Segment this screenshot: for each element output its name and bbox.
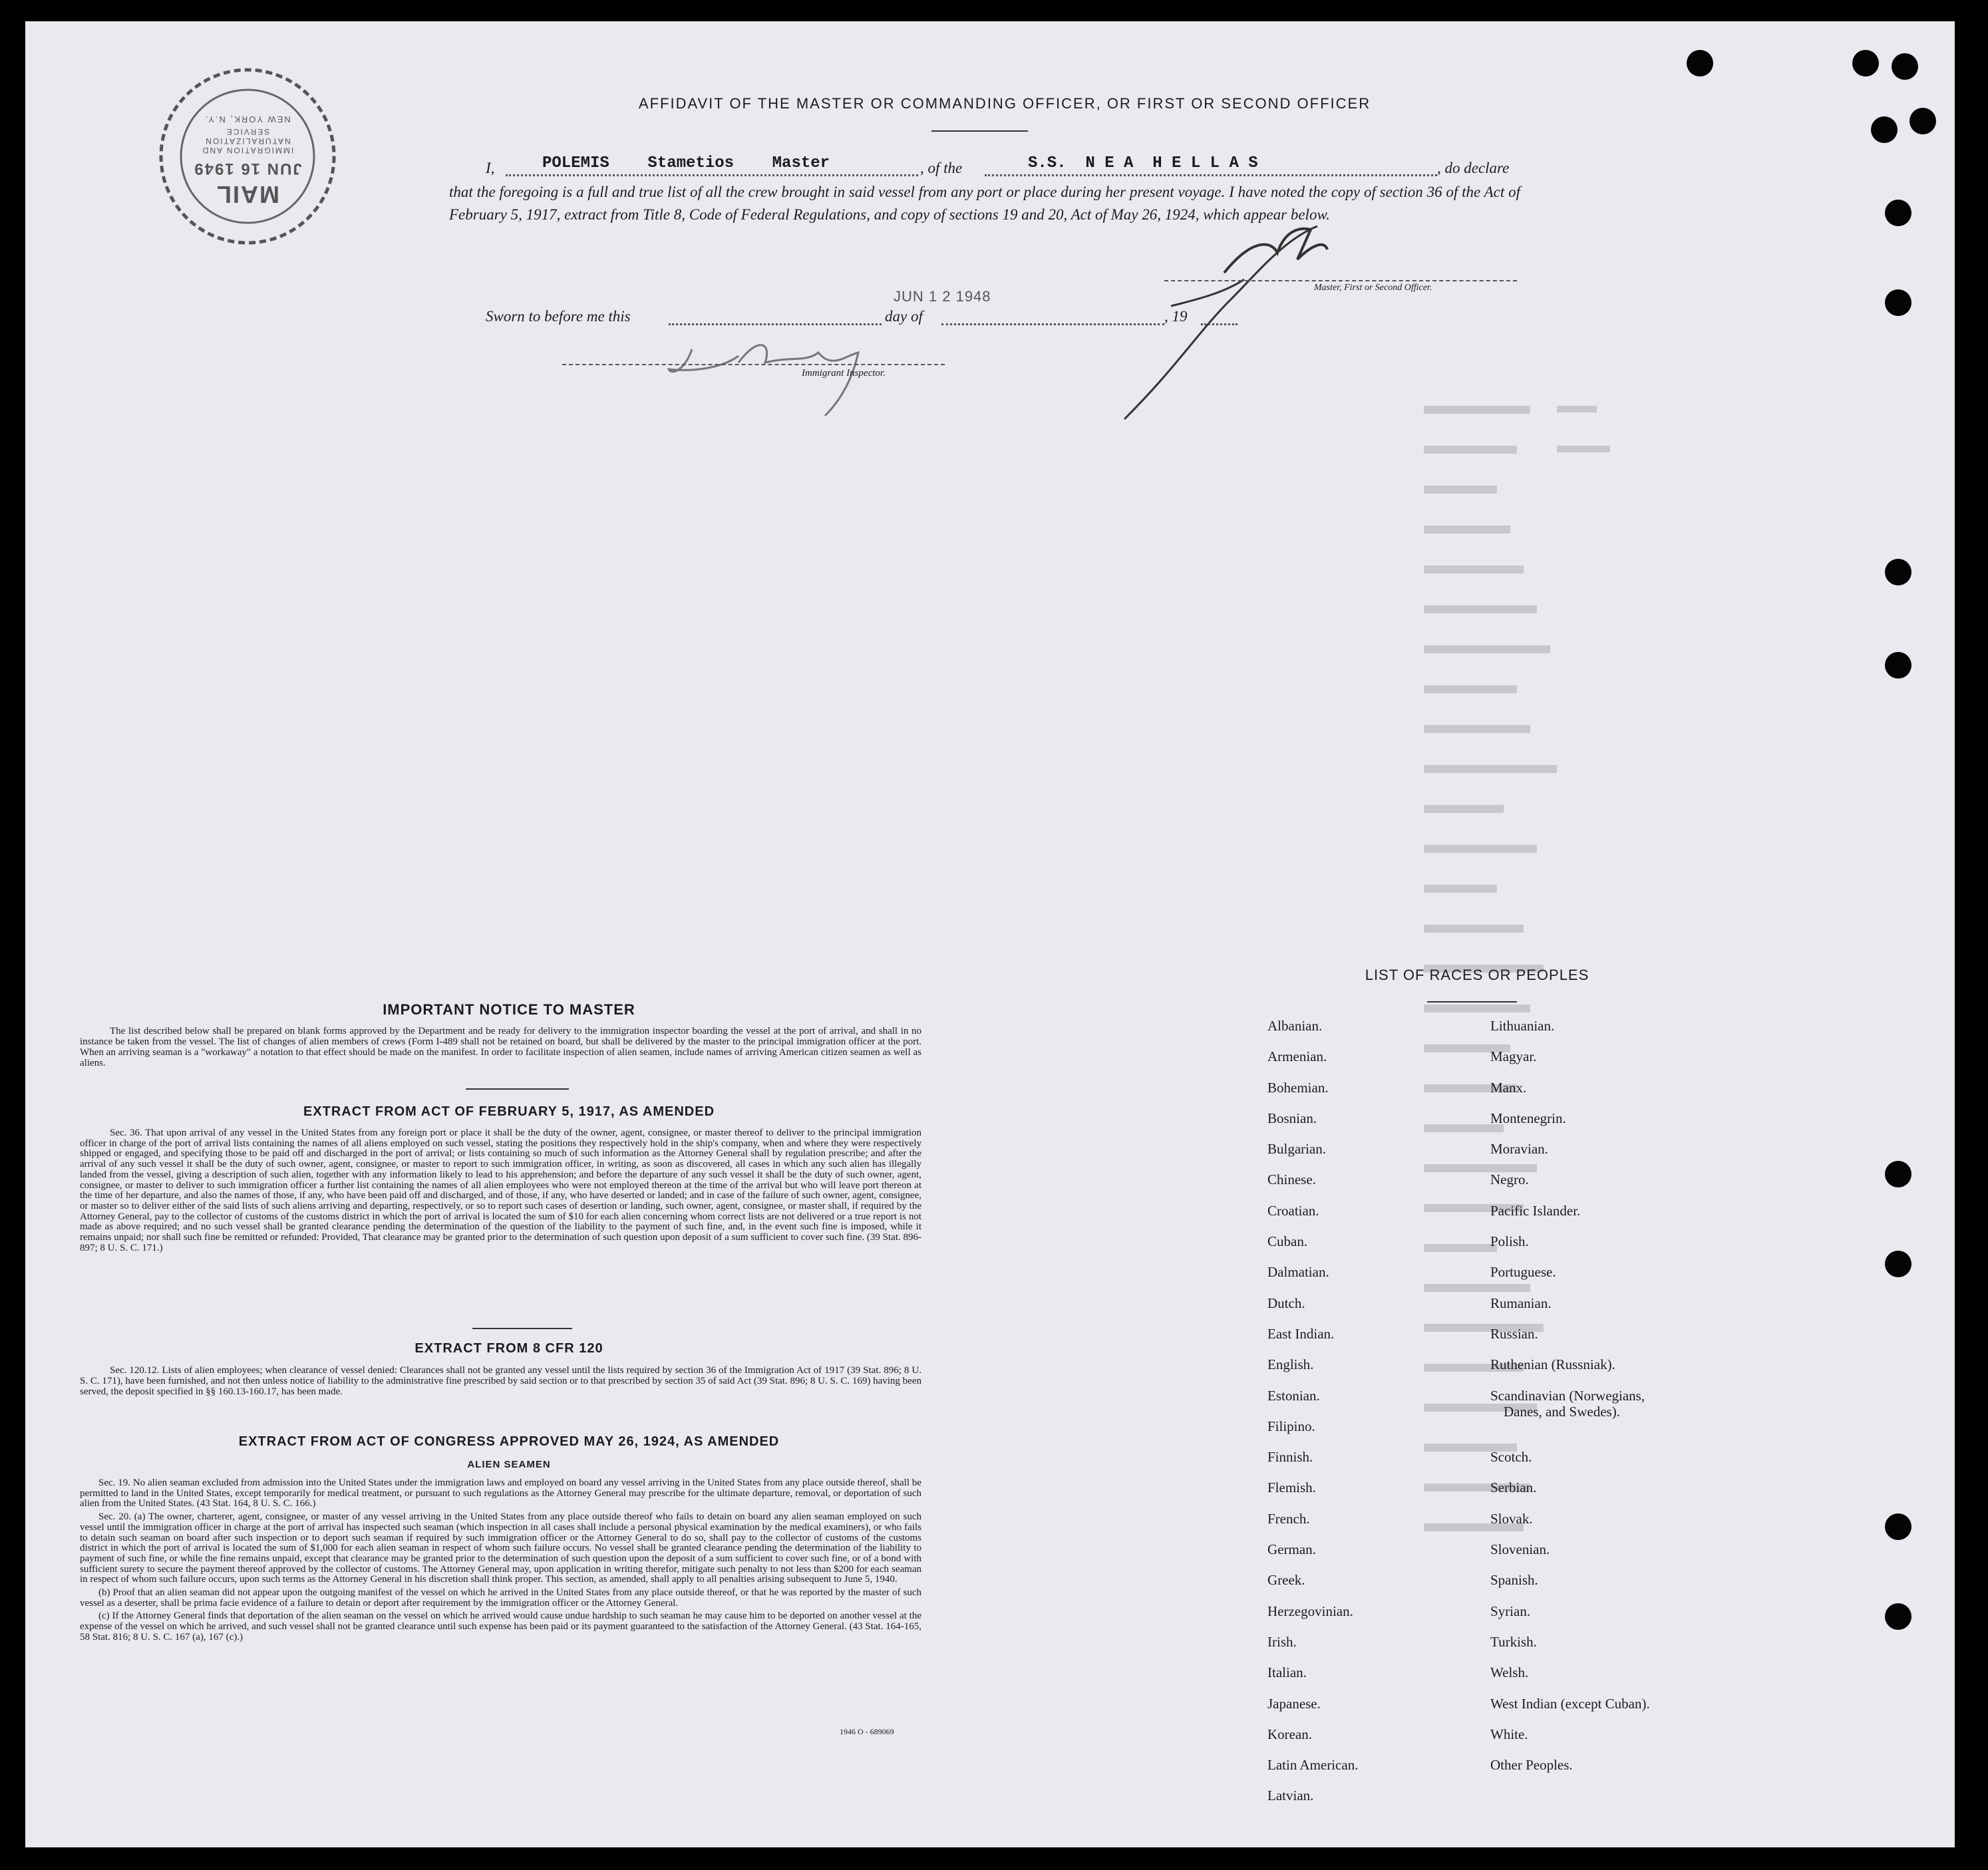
race-item: Danes, and Swedes). [1504, 1403, 1620, 1420]
declare-i: I, [486, 160, 495, 176]
stamp-office: IMMIGRATION AND NATURALIZATION SERVICE [201, 127, 294, 155]
year-blank [1201, 323, 1238, 325]
punch-hole [1871, 116, 1898, 143]
affidavit-body: that the foregoing is a full and true list of all the crew brought in said vessel from any port or place during her present voyage. I have noted the copy of section 36 of the Act of February 5, 1917, extract from Title 8, Code of Federal Regulations, and copy of sections 19 and 20, Act of May 26, 1924, which appear below. [449, 184, 1520, 223]
punch-hole [1909, 108, 1936, 134]
race-item: Estonian. [1267, 1387, 1320, 1404]
race-item: Magyar. [1490, 1048, 1537, 1065]
master-label: Master, First or Second Officer. [1314, 283, 1432, 293]
race-item: Scandinavian (Norwegians, [1490, 1387, 1645, 1404]
punch-hole [1885, 559, 1911, 585]
race-item: Welsh. [1490, 1664, 1529, 1681]
races-column-2 [1490, 1018, 1770, 1788]
section-19: Sec. 19. No alien seaman excluded from admission into the United States under the immigration laws and employed on board any vessel arriving in the United States from any place outside thereof, shall be permitted to land in the United States, except temporarily for medical treatment, or pursuant to such regulations as the Attorney General may prescribe for the ultimate departure, removal, or deportation of such alien from the United States. (43 Stat. 164, 8 U. S. C. 166.) [80, 1478, 921, 1509]
vessel-blank [985, 174, 1437, 176]
race-item: Bosnian. [1267, 1110, 1317, 1126]
race-item: Other Peoples. [1490, 1757, 1573, 1774]
races-rule [1427, 1001, 1517, 1003]
races-title: LIST OF RACES OR PEOPLES [1365, 967, 1589, 983]
race-item: Polish. [1490, 1233, 1529, 1250]
extract-1917-text: Sec. 36. That upon arrival of any vessel in the United States from any foreign port or place it shall be the duty of the owner, agent, consignee, or master thereof to deliver to the principal immigration officer in charge of the port of arrival lists containing the names of all aliens employed on such vessel, stating the positions they respectively hold in the ship's company, when and where they were respectively shipped or engaged, and specifying those to be paid off and discharged in the port of arrival; or lists containing so much of such information as the Attorney General shall by regulation prescribe; and after the arrival of any such vessel it shall be the duty of such owner, agent, consignee, or master to report to such immigration officer, in writing, as soon as discovered, all cases in which any such alien has illegally landed from the vessel, giving a description of such alien, together with any information likely to lead to his apprehension; and before the departure of any such vessel it shall be the duty of such owner, agent, consignee, or master to deliver to such immigration officer a further list containing the names of all alien employees who were not employed thereon at the time of the arrival but who will leave port thereon at the time of her departure, and also the names of those, if any, who have been paid off and discharged, and of those, if any, who have deserted or landed; and in case of the failure of such owner, agent, consignee, or master so to deliver either of the said lists of such aliens arriving and departing, respectively, or so to report such cases of desertion or landing, such owner, agent, consignee, or master shall, if required by the Attorney General, pay to the collector of customs of the customs district in which the port of arrival is located the sum of $10 for each alien concerning whom correct lists are not delivered or a true report is not made as above required; and no such vessel shall be granted clearance pending the determination of the question of the liability to the payment of such fine, and, in the event such fine is imposed, while it remains unpaid; nor shall such fine be remitted or refunded: Provided, That clearance may be granted prior to the determination of such question upon deposit of a sum sufficient to cover such fine. (39 Stat. 896-897; 8 U. S. C. 171.) [80, 1128, 921, 1253]
affidavit-title: AFFIDAVIT OF THE MASTER OR COMMANDING OFFICER, OR FIRST OR SECOND OFFICER [638, 95, 1371, 112]
notice-text: The list described below shall be prepared on blank forms approved by the Department and be ready for delivery to the immigration inspector boarding the vessel at the port of arrival, and shall in no instance be taken from the vessel. The list of changes of alien members of crews (Form I-489 shall not be retained on board, but shall be delivered by the master to the principal immigration officer at the port. When an arriving seaman is a "workaway" a notation to that effect should be made on the manifest. In order to facilitate inspection of alien seamen, include names of arriving American citizen seamen as well as aliens. [80, 1026, 921, 1068]
race-item: Negro. [1490, 1171, 1529, 1188]
extract-cfr-title: EXTRACT FROM 8 CFR 120 [414, 1341, 603, 1356]
race-item: Scotch. [1490, 1449, 1532, 1466]
punch-hole [1687, 50, 1713, 77]
race-item: Pacific Islander. [1490, 1202, 1581, 1219]
race-item: Herzegovinian. [1267, 1603, 1353, 1619]
declarant-name: POLEMIS Stametios Master [542, 154, 830, 172]
race-item: German. [1267, 1541, 1316, 1558]
race-item: White. [1490, 1726, 1528, 1742]
race-item: Serbian. [1490, 1480, 1537, 1496]
stamp-city: NEW YORK, N.Y. [204, 114, 291, 124]
race-item: Finnish. [1267, 1449, 1313, 1466]
inspector-sig-line [562, 364, 945, 365]
race-item: French. [1267, 1510, 1310, 1527]
vessel-name: S.S. N E A H E L L A S [1028, 154, 1258, 172]
day-of-label: day of [885, 308, 923, 325]
race-item: East Indian. [1267, 1325, 1335, 1342]
stamp-mail: MAIL [216, 181, 279, 208]
of-the-label: , of the [920, 160, 963, 176]
print-code: 1946 O - 689069 [840, 1727, 894, 1736]
notice-rule [466, 1088, 569, 1090]
date-stamp: JUN 1 2 1948 [894, 288, 991, 305]
extract-1917-rule [472, 1328, 572, 1329]
stamp-date: JUN 16 1949 [193, 160, 302, 178]
race-item: Irish. [1267, 1633, 1297, 1650]
race-item: Dutch. [1267, 1295, 1305, 1311]
punch-hole [1892, 53, 1918, 80]
punch-hole [1885, 1513, 1911, 1540]
master-sig-line [1164, 280, 1517, 281]
race-item: Turkish. [1490, 1633, 1537, 1650]
race-item: Flemish. [1267, 1480, 1316, 1496]
race-item: Chinese. [1267, 1171, 1316, 1188]
race-item: English. [1267, 1356, 1314, 1373]
race-item: Greek. [1267, 1572, 1305, 1589]
punch-hole [1885, 1603, 1911, 1630]
race-item: Portuguese. [1490, 1264, 1556, 1281]
race-item: Montenegrin. [1490, 1110, 1566, 1126]
race-item: Albanian. [1267, 1018, 1323, 1034]
section-20c: (c) If the Attorney General finds that deportation of the alien seaman on the vessel on which he arrived would cause undue hardship to such seaman he may cause him to be deported on another vessel at the expense of the vessel on which he arrived, and such vessel shall not be granted clearance until such expense has been paid or its payment guaranteed to the satisfaction of the Attorney General. (43 Stat. 164-165, 58 Stat. 816; 8 U. S. C. 167 (a), 167 (c).) [80, 1611, 921, 1642]
title-rule [931, 130, 1028, 132]
punch-hole [1885, 1251, 1911, 1277]
race-item: Lithuanian. [1490, 1018, 1555, 1034]
inspector-label: Immigrant Inspector. [802, 368, 886, 379]
race-item: Slovenian. [1490, 1541, 1550, 1558]
year-label: , 19 [1164, 308, 1188, 325]
races-column-1 [1267, 1018, 1467, 1819]
day-blank [941, 323, 1164, 325]
extract-1924-text [80, 1478, 921, 1646]
race-item: West Indian (except Cuban). [1490, 1695, 1650, 1712]
extract-cfr-text: Sec. 120.12. Lists of alien employees; when clearance of vessel denied: Clearances shall not be granted any vessel until the lists required by section 36 of the Immigration Act of 1917 (39 Stat. 896; 8 U. S. C. 171), have been furnished, and not then unless notice of liability to the administrative fine prescribed by said section or to that prescribed by section 35 of said Act (39 Stat. 896; 8 U. S. C. 169) having been served, the deposit specified in §§ 160.13-160.17, has been made. [80, 1365, 921, 1397]
section-20b: (b) Proof that an alien seaman did not appear upon the outgoing manifest of the vessel on which he arrived in the United States from any place outside thereof, or that he was reported by the master of such vessel as a deserter, shall be prima facie evidence of a failure to detain or deport after requirement by the immigration officer or the Attorney General. [80, 1587, 921, 1609]
section-20a: Sec. 20. (a) The owner, charterer, agent, consignee, or master of any vessel arriving in the United States from any place outside thereof who fails to detain on board any alien seaman employed on such vessel until the immigration officer in charge at the port of arrival has inspected such seaman (which inspection in all cases shall include a personal physical examination by the medical examiners), or who fails to detain such seaman on board after such inspection or to deport such seaman if required by such immigration officer or the Attorney General to do so, shall pay to the collector of customs of the customs district in which the port of arrival is located the sum of $1,000 for each alien seaman in respect of whom such failure occurs. No vessel shall be granted clearance pending the determination of the liability to payment of such fine, or while the fine remains unpaid, except that clearance may be granted prior to the determination of such question upon the deposit of a sum sufficient to cover such fine, or of a bond with sufficient surety to secure the payment thereof approved by the collector of customs. The Attorney General may, upon application in writing therefor, mitigate such penalty to not less than $200 for each seaman in respect of whom such failure occurs, upon such terms as the Attorney General in his discretion shall think proper. This section, as amended, shall apply to all penalties arising subsequent to June 5, 1940. [80, 1511, 921, 1585]
punch-hole [1885, 200, 1911, 226]
race-item: Latvian. [1267, 1788, 1314, 1804]
race-item: Latin American. [1267, 1757, 1359, 1774]
punch-hole [1852, 50, 1879, 77]
race-item: Bulgarian. [1267, 1141, 1327, 1158]
extract-1917-title: EXTRACT FROM ACT OF FEBRUARY 5, 1917, AS AMENDED [303, 1104, 715, 1119]
race-item: Cuban. [1267, 1233, 1308, 1250]
name-blank [506, 174, 918, 176]
race-item: Bohemian. [1267, 1079, 1329, 1096]
mail-stamp [154, 63, 341, 249]
race-item: Dalmatian. [1267, 1264, 1329, 1281]
extract-1924-title: EXTRACT FROM ACT OF CONGRESS APPROVED MAY 26, 1924, AS AMENDED [238, 1434, 780, 1449]
race-item: Moravian. [1490, 1141, 1548, 1158]
race-item: Rumanian. [1490, 1295, 1552, 1311]
sworn-label: Sworn to before me this [486, 308, 631, 325]
master-signature [1098, 200, 1364, 426]
race-item: Japanese. [1267, 1695, 1321, 1712]
punch-hole [1885, 1161, 1911, 1187]
race-item: Spanish. [1490, 1572, 1538, 1589]
punch-hole [1885, 289, 1911, 316]
race-item: Armenian. [1267, 1048, 1327, 1065]
do-declare-label: , do declare [1437, 160, 1510, 176]
race-item: Korean. [1267, 1726, 1313, 1742]
race-item: Russian. [1490, 1325, 1538, 1342]
race-item: Croatian. [1267, 1202, 1319, 1219]
notice-title: IMPORTANT NOTICE TO MASTER [383, 1001, 635, 1018]
race-item: Manx. [1490, 1079, 1527, 1096]
race-item: Italian. [1267, 1664, 1307, 1681]
race-item: Slovak. [1490, 1510, 1533, 1527]
punch-hole [1885, 652, 1911, 679]
race-item: Syrian. [1490, 1603, 1531, 1619]
race-item: Ruthenian (Russniak). [1490, 1356, 1615, 1373]
race-item: Filipino. [1267, 1418, 1315, 1434]
alien-seamen-subtitle: ALIEN SEAMEN [467, 1459, 551, 1470]
